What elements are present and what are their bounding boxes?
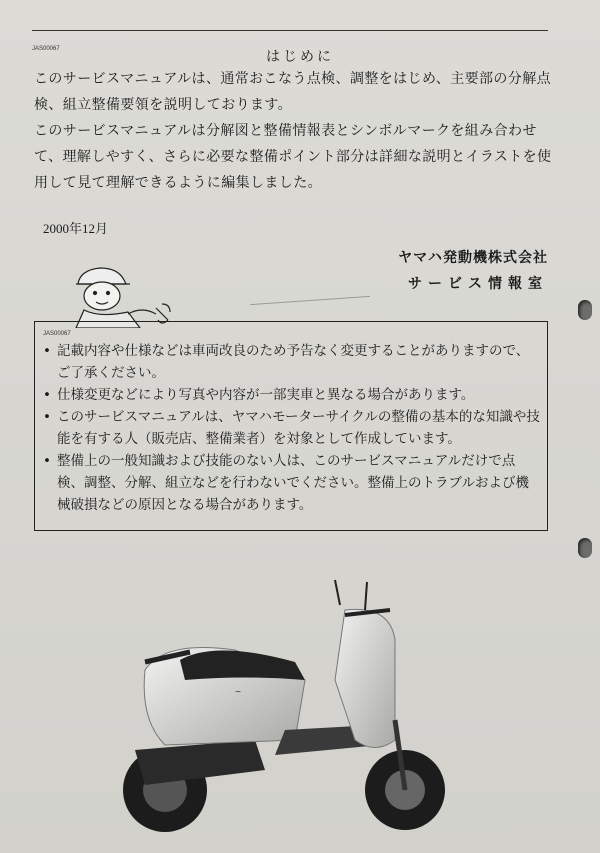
bullet: • bbox=[43, 409, 51, 425]
bullet: • bbox=[43, 453, 51, 469]
top-rule bbox=[32, 30, 548, 31]
publisher-department: サービス情報室 bbox=[408, 276, 548, 292]
notice-item: • 記載内容や仕様などは車両改良のため予告なく変更することがありますので、ご了承ください。 bbox=[41, 340, 541, 384]
bullet: • bbox=[43, 387, 51, 403]
publication-date: 2000年12月 bbox=[43, 221, 109, 236]
intro-paragraph-1: このサービスマニュアルは、通常おこなう点検、調整をはじめ、主要部の分解点検、組立整備要領を説明しております。 bbox=[34, 71, 551, 113]
binder-hole bbox=[578, 538, 592, 558]
notice-list bbox=[41, 340, 541, 516]
page-code: JAS00067 bbox=[32, 46, 60, 52]
bullet: • bbox=[43, 343, 51, 359]
notice-box bbox=[34, 321, 548, 531]
notice-item: • 仕様変更などにより写真や内容が一部実車と異なる場合があります。 bbox=[41, 384, 541, 406]
binder-hole bbox=[578, 300, 592, 320]
notice-item: • このサービスマニュアルは、ヤマハモーターサイクルの整備の基本的な知識や技能を有する人（販売店、整備業者）を対象として作成しています。 bbox=[41, 406, 541, 450]
notice-code: JAS00067 bbox=[43, 331, 71, 337]
decorative-line bbox=[250, 296, 370, 305]
intro-paragraph-2: このサービスマニュアルは分解図と整備情報表とシンボルマークを組み合わせて、理解しやすく、さらに必要な整備ポイント部分は詳細な説明とイラストを使用して見て理解できるように編集しました。 bbox=[34, 123, 552, 191]
notice-item: • 整備上の一般知識および技能のない人は、このサービスマニュアルだけで点検、調整、分解、組立などを行わないでください。整備上のトラブルおよび機械破損などの原因となる場合があります。 bbox=[41, 450, 541, 516]
publisher-company: ヤマハ発動機株式会社 bbox=[398, 250, 548, 266]
svg-text:~: ~ bbox=[235, 687, 241, 698]
page-title: はじめに bbox=[266, 49, 334, 65]
scooter-photo bbox=[105, 570, 485, 840]
mechanic-with-wrench-icon bbox=[70, 262, 185, 328]
